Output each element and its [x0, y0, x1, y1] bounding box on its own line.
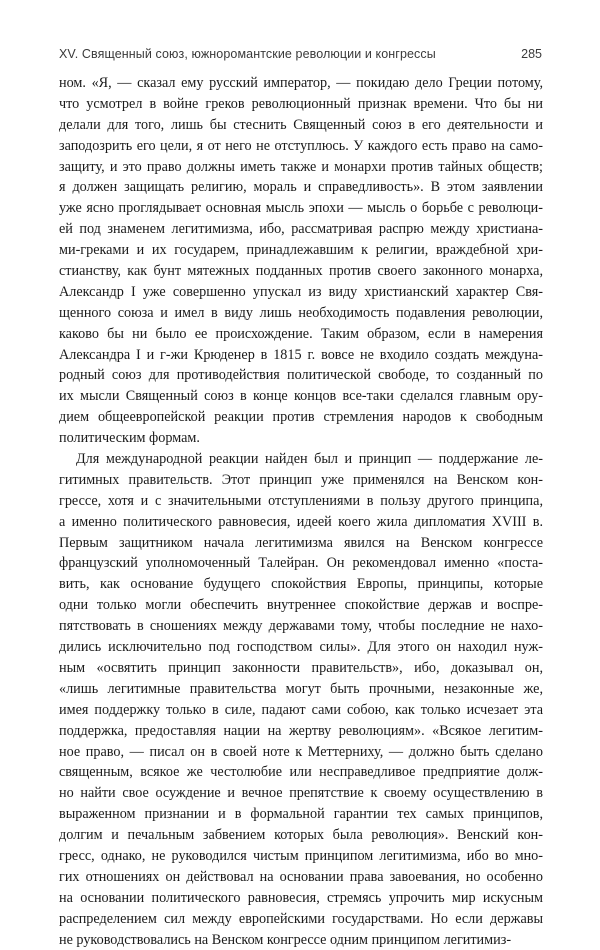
text-line: вить, как основание будущего спокойствия Европы, принципы, которые — [59, 576, 543, 593]
text-line: ным «освятить принцип законности правительств», ибо, доказывал он, — [59, 659, 543, 676]
text-line: Первым защитником начала легитимизма явился на Венском конгрессе — [59, 534, 543, 551]
text-line: Александр I уже совершенно упускал из виду христианский характер Свя- — [59, 283, 543, 300]
text-line: щенного союза и имел в виду лишь необходимость подавления революции, — [59, 304, 543, 321]
text-line: грессе, хотя и с значительными отступлениями в пользу другого принципа, — [59, 492, 543, 509]
text-line: выраженном признании и в формальной гарантии тех самых принципов, — [59, 806, 543, 823]
text-line: уже ясно проглядывает основная мысль эпохи — мысль о борьбе с революци- — [59, 200, 543, 217]
text-line: политическим формам. — [59, 430, 200, 447]
text-line: «лишь легитимные правительства могут быть прочными, незаконные же, — [59, 680, 543, 697]
text-line: на основании политического равновесия, стремясь упрочить мир искусным — [59, 889, 543, 906]
text-line: гих отношениях он действовал на основании права завоевания, но особенно — [59, 868, 543, 885]
text-line: что усмотрел в войне греков революционный признак времени. Что бы ни — [59, 95, 543, 112]
text-line: ми-греками и их государем, принадлежавшим к религии, враждебной хри- — [59, 242, 543, 259]
text-line: поддержка, предоставляя нации на жертву революциям». «Всякое легитим- — [59, 722, 543, 739]
paragraph — [59, 449, 543, 950]
text-line: долгим и печальным забвением которых была революция». Венский кон- — [59, 827, 543, 844]
text-line: ей под знаменем легитимизма, ибо, рассматривая распрю между христиана- — [59, 221, 543, 238]
text-line: защиту, и это право должны иметь также и монархи против тайных обществ; — [59, 158, 543, 175]
text-line: стианству, как бунт мятежных подданных против своего законного монарха, — [59, 263, 543, 280]
text-line: Для международной реакции найден был и принцип — поддержание ле- — [76, 451, 543, 468]
text-line: но найти свое осуждение и вечное препятствие к своему осуществлению в — [59, 785, 543, 802]
text-line: я должен защищать религию, мораль и справедливость». В этом заявлении — [59, 179, 543, 196]
text-line: дились исключительно под господством силы». Для этого он находил нуж- — [59, 639, 543, 656]
text-line: пятствовать в сношениях между державами тому, чтобы последние не нахо- — [59, 618, 543, 635]
text-line: гитимных правительств. Этот принцип уже применялся на Венском кон- — [59, 471, 543, 488]
running-header-title: XV. Священный союз, южноромантские революции и конгрессы — [59, 47, 436, 61]
text-line: заподозрить его цели, я от него не отступлюсь. У каждого есть право на само- — [59, 137, 543, 154]
text-line: имея поддержку только в силе, падают сами собою, как только исчезает эта — [59, 701, 543, 718]
text-line: священным, всякое же честолюбие или несправедливое предприятие долж- — [59, 764, 543, 781]
text-line: одни только могли обеспечить внутреннее спокойствие держав и воспре- — [59, 597, 543, 614]
text-line: каково бы ни было ее происхождение. Таким образом, если в намерения — [59, 325, 543, 342]
text-line: родный союз для противодействия политической свободе, то созданный по — [59, 367, 543, 384]
text-line: гресс, однако, не руководился чистым принципом легитимизма, ибо во мно- — [59, 847, 543, 864]
text-line: Александра I и г-жи Крюденер в 1815 г. вовсе не входило создать междуна- — [59, 346, 543, 363]
paragraph — [59, 73, 543, 449]
text-line: распределением сил между европейскими государствами. Но если державы — [59, 910, 543, 927]
text-line: дием общеевропейской реакции против стремления народов к свободным — [59, 409, 543, 426]
text-line: ное право, — писал он в своей ноте к Меттерниху, — должно быть сделано — [59, 743, 543, 760]
text-line: а именно политического равновесия, идеей коего жила дипломатия XVIII в. — [59, 513, 543, 530]
body-text — [59, 73, 543, 950]
page-number: 285 — [521, 47, 542, 61]
text-line: не руководствовались на Венском конгрессе одним принципом легитимиз- — [59, 931, 512, 948]
text-line: делали для того, лишь бы стеснить Священный союз в его деятельности и — [59, 116, 543, 133]
text-line: французский уполномоченный Талейран. Он рекомендовал именно «поста- — [59, 555, 543, 572]
text-line: их мысли Священный союз в конце концов все-таки сделался главным ору- — [59, 388, 543, 405]
text-line: ном. «Я, — сказал ему русский император, — покидаю дело Греции потому, — [59, 75, 543, 91]
